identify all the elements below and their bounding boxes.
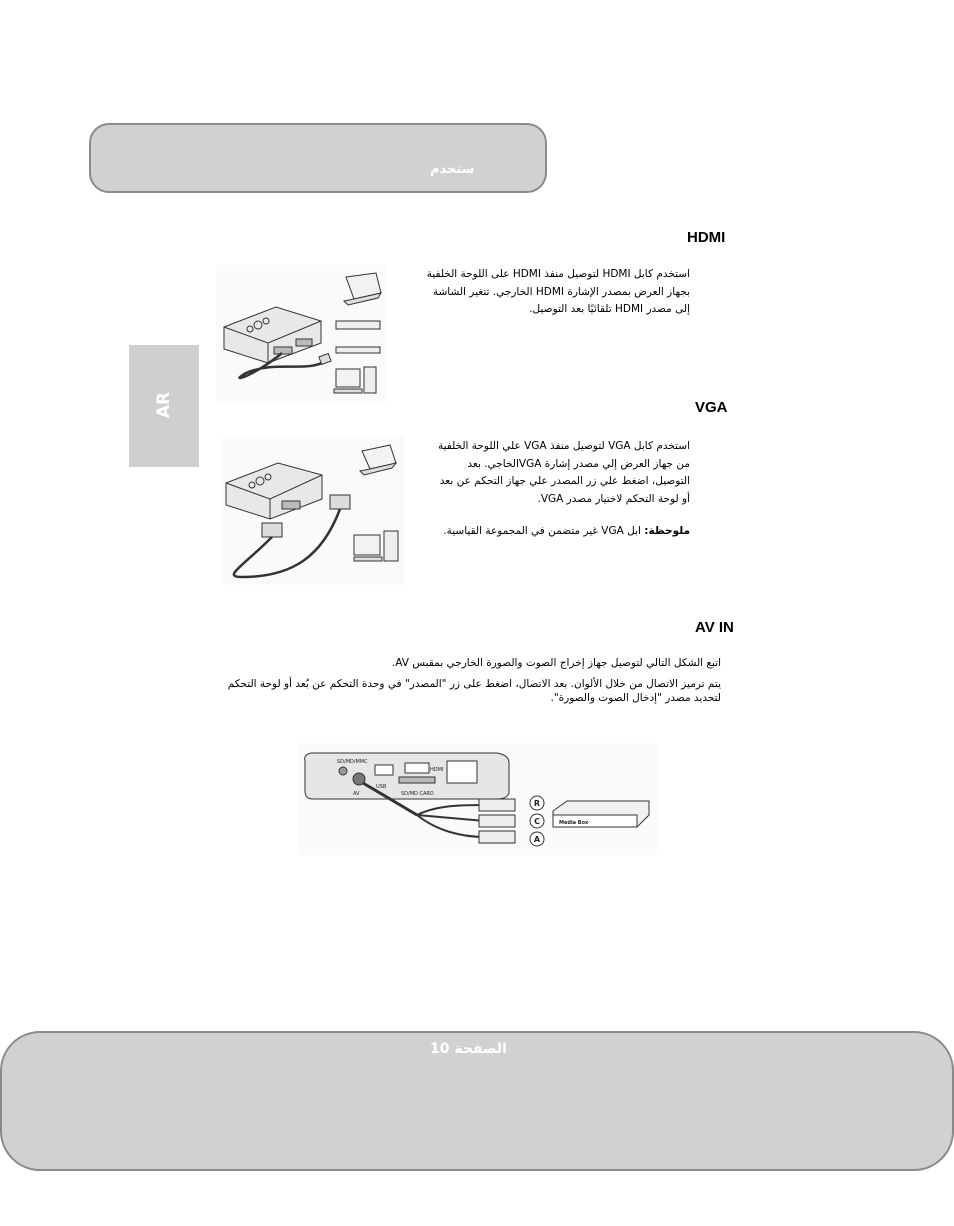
hdmi-line-2: بجهاز العرض بمصدر الإشارة HDMI الخارجي. تتغير الشاشة (432, 285, 690, 298)
hdmi-line-3: إلى مصدر HDMI تلقائيًا بعد التوصيل. (529, 303, 690, 315)
av-in-line-2: يتم ترميز الاتصال من خلال الألوان. بعد الاتصال، اضغط على زر "المصدر" في وحدة التحكم عن بُعد أو لوحة التحكم (227, 677, 721, 690)
vga-line-2: من جهاز العرض إلي مصدر إشارة VGAالخاجي. بعد (467, 457, 690, 470)
av-in-line-1: اتبع الشكل التالي لتوصيل جهاز إخراج الصوت والصورة الخارجي بمقبس AV. (391, 657, 721, 669)
cable-letter-a: A (533, 835, 541, 844)
header-title: ستخدم (430, 162, 475, 177)
vga-heading: VGA (695, 399, 728, 416)
cable-letter-r: R (533, 799, 541, 808)
page-word: الصفحة (454, 1041, 507, 1057)
cable-letter-c: C (534, 817, 540, 826)
av-port-label-card: SD/MD CARD (401, 791, 434, 797)
av-in-heading: AV IN (695, 619, 734, 636)
media-box-label: Media Box (559, 820, 589, 826)
vga-line-1: استخدم كابل VGA لتوصيل منفذ VGA علي اللوحة الخلفية (437, 440, 690, 452)
hdmi-description (400, 266, 690, 319)
hdmi-line-1: استخدم كابل HDMI لتوصيل منفذ HDMI على اللوحة الخلفية (426, 268, 690, 280)
page-number-label (430, 1041, 507, 1057)
av-in-description (180, 656, 721, 706)
vga-note (400, 523, 690, 541)
language-tab (129, 345, 199, 467)
vga-note-label: ملوحظة: (644, 525, 690, 537)
av-port-label-hdmi: HDMI (430, 767, 444, 773)
language-tab-label: AR (154, 391, 174, 419)
page-number: 10 (430, 1041, 450, 1057)
vga-description (400, 438, 690, 508)
av-port-label-usb: USB (376, 784, 387, 790)
av-port-label-sd: SD/MD/MMC (337, 759, 368, 765)
hdmi-heading: HDMI (687, 229, 726, 246)
hdmi-connection-figure (216, 265, 386, 403)
vga-line-4: أو لوحة التحكم لاختيار مصدر VGA. (537, 492, 690, 505)
av-connection-figure (297, 743, 657, 855)
vga-line-3: التوصيل، اضغط علي زر المصدر علي جهاز التحكم عن بعد (439, 475, 690, 487)
av-port-label-av: AV (353, 791, 360, 797)
vga-connection-figure (222, 437, 404, 585)
av-in-line-3: لتحديد مصدر "إدخال الصوت والصورة". (550, 692, 721, 704)
vga-note-text: ابل VGA غير متضمن في المجموعة القياسية. (443, 525, 641, 537)
header-banner (89, 123, 547, 193)
